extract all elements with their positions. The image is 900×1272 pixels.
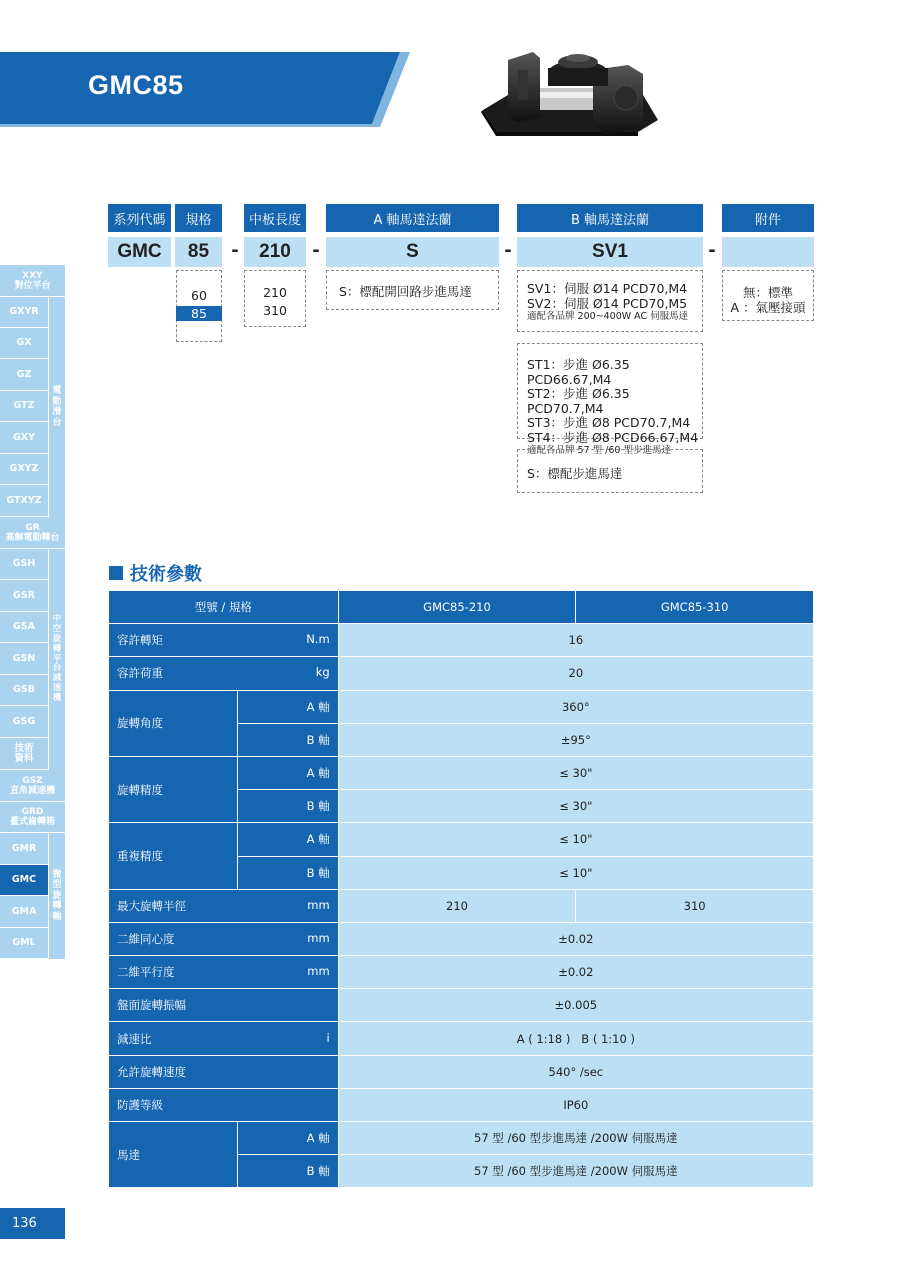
code-dash: - bbox=[312, 240, 320, 261]
row-label-text: 二維同心度 bbox=[117, 931, 175, 946]
table-header-cell: GMC85-210 bbox=[338, 591, 576, 624]
sidebar-item-gsb[interactable]: GSB bbox=[0, 675, 48, 706]
table-row bbox=[109, 624, 814, 657]
row-value: ≤ 30" bbox=[338, 790, 813, 823]
row-unit: mm bbox=[307, 930, 330, 945]
row-sublabel: A 軸 bbox=[237, 690, 338, 723]
code-value-b-flange: SV1 bbox=[517, 237, 703, 267]
b-step-option: ST3：步進 Ø8 PCD70.7,M4 bbox=[527, 415, 691, 430]
a-flange-options bbox=[326, 270, 499, 310]
code-value-length: 210 bbox=[244, 237, 306, 267]
sidebar-item-gsn[interactable]: GSN bbox=[0, 643, 48, 675]
code-value-accessory bbox=[722, 237, 814, 267]
row-label bbox=[109, 657, 339, 690]
sidebar-item-gtxyz[interactable]: GTXYZ bbox=[0, 485, 48, 517]
sidebar-item-gsh[interactable]: GSH bbox=[0, 549, 48, 580]
accessory-option: 無：標準 bbox=[742, 285, 793, 300]
length-options bbox=[244, 270, 306, 327]
row-sublabel: B 軸 bbox=[237, 790, 338, 823]
row-label bbox=[109, 1022, 339, 1055]
section-title bbox=[109, 560, 202, 586]
row-value: ≤ 10" bbox=[338, 856, 813, 889]
row-value: 57 型 /60 型步進馬達 /200W 伺服馬達 bbox=[338, 1122, 813, 1155]
row-unit: kg bbox=[315, 665, 330, 680]
sidebar-item-gsg[interactable]: GSG bbox=[0, 706, 48, 738]
product-image bbox=[478, 40, 668, 150]
sidebar-item-gtz[interactable]: GTZ bbox=[0, 391, 48, 422]
row-value: ≤ 10" bbox=[338, 823, 813, 856]
code-header-length: 中板長度 bbox=[244, 204, 306, 232]
code-dash: - bbox=[231, 240, 239, 261]
b-flange-step-options bbox=[517, 343, 703, 456]
row-value: 20 bbox=[338, 657, 813, 690]
row-sublabel: B 軸 bbox=[237, 1155, 338, 1188]
row-sublabel: A 軸 bbox=[237, 823, 338, 856]
code-dash: - bbox=[504, 240, 512, 261]
square-bullet-icon bbox=[109, 566, 123, 580]
code-value-series: GMC bbox=[108, 237, 171, 267]
b-step-option: ST2：步進 Ø6.35 PCD70.7,M4 bbox=[527, 386, 630, 416]
table-row bbox=[109, 823, 814, 856]
row-label: 旋轉角度 bbox=[109, 690, 238, 756]
table-row bbox=[109, 690, 814, 723]
table-header-cell: 型號 / 規格 bbox=[109, 591, 339, 624]
row-value: A ( 1:18 ) B ( 1:10 ) bbox=[338, 1022, 813, 1055]
table-row bbox=[109, 657, 814, 690]
sidebar-item-gsr[interactable]: GSR bbox=[0, 580, 48, 612]
b-step-option: ST4：步進 Ø8 PCD66.67,M4 bbox=[527, 429, 699, 445]
row-label bbox=[109, 624, 339, 657]
table-row bbox=[109, 1055, 814, 1088]
b-servo-option: SV1：伺服 Ø14 PCD70,M4 bbox=[527, 281, 688, 296]
code-header-series: 系列代碼 bbox=[108, 204, 171, 232]
row-value: 57 型 /60 型步進馬達 /200W 伺服馬達 bbox=[338, 1155, 813, 1188]
code-header-a-flange: A 軸馬達法蘭 bbox=[326, 204, 499, 232]
sidebar-item-xxy[interactable]: XXY 對位平台 bbox=[0, 265, 65, 297]
table-row bbox=[109, 956, 814, 989]
table-row bbox=[109, 989, 814, 1022]
row-label: 旋轉精度 bbox=[109, 756, 238, 822]
page-number: 136 bbox=[0, 1208, 65, 1239]
row-value: IP60 bbox=[338, 1088, 813, 1121]
sidebar-item-gxy[interactable]: GXY bbox=[0, 422, 48, 454]
b-step-option: ST1：步進 Ø6.35 PCD66.67,M4 bbox=[527, 357, 630, 387]
table-row bbox=[109, 1088, 814, 1121]
sidebar-item-gsz[interactable]: GSZ 直角減速機 bbox=[0, 770, 65, 802]
code-value-spec: 85 bbox=[175, 237, 222, 267]
spec-table bbox=[108, 590, 814, 1188]
spec-option: 60 bbox=[191, 288, 207, 303]
row-label bbox=[109, 956, 339, 989]
length-option: 310 bbox=[263, 303, 287, 318]
sidebar-item-gxyr[interactable]: GXYR bbox=[0, 297, 48, 328]
b-step-note: 適配各品牌 57 型 /60 型步進馬達 bbox=[527, 445, 671, 456]
row-label-text: 二維平行度 bbox=[117, 965, 175, 980]
sidebar-item-gmr[interactable]: GMR bbox=[0, 833, 48, 865]
row-label bbox=[109, 922, 339, 955]
code-header-b-flange: B 軸馬達法蘭 bbox=[517, 204, 703, 232]
row-value: ±0.02 bbox=[338, 922, 813, 955]
a-flange-option: S：標配開回路步進馬達 bbox=[339, 284, 472, 299]
table-row bbox=[109, 889, 814, 922]
b-flange-servo-options bbox=[517, 270, 703, 332]
row-sublabel: A 軸 bbox=[237, 756, 338, 789]
spec-options bbox=[176, 270, 222, 342]
table-row bbox=[109, 1022, 814, 1055]
row-label: 允許旋轉速度 bbox=[109, 1055, 339, 1088]
row-value: ±0.02 bbox=[338, 956, 813, 989]
sidebar-category-hollow-rotary: 中 空 旋 轉 平 台 減 速 機 bbox=[49, 549, 65, 770]
sidebar-item-gma[interactable]: GMA bbox=[0, 896, 48, 928]
row-value: 360° bbox=[338, 690, 813, 723]
sidebar-category-electric-slide: 電 動 滑 台 bbox=[49, 297, 65, 517]
row-label-text: 最大旋轉半徑 bbox=[117, 898, 186, 913]
table-row bbox=[109, 1122, 814, 1155]
row-value: 16 bbox=[338, 624, 813, 657]
row-sublabel: A 軸 bbox=[237, 1122, 338, 1155]
row-sublabel: B 軸 bbox=[237, 723, 338, 756]
row-label bbox=[109, 889, 339, 922]
row-unit: mm bbox=[307, 964, 330, 979]
row-unit: i bbox=[326, 1030, 330, 1045]
sidebar-item-gx[interactable]: GX bbox=[0, 328, 48, 359]
table-row bbox=[109, 756, 814, 789]
code-dash: - bbox=[708, 240, 716, 261]
row-label-text: 容許轉矩 bbox=[117, 633, 163, 648]
row-value: 310 bbox=[576, 889, 814, 922]
sidebar-item-tech-data[interactable]: 技術 資料 bbox=[0, 738, 48, 770]
code-header-spec: 規格 bbox=[175, 204, 222, 232]
spec-option-selected: 85 bbox=[176, 306, 222, 321]
row-value: ≤ 30" bbox=[338, 756, 813, 789]
code-header-accessory: 附件 bbox=[722, 204, 814, 232]
table-header-cell: GMC85-310 bbox=[576, 591, 814, 624]
row-unit: mm bbox=[307, 897, 330, 912]
sidebar-item-gz[interactable]: GZ bbox=[0, 359, 48, 391]
sidebar-item-grd[interactable]: GRD 臺式齒轉箱 bbox=[0, 802, 65, 833]
b-flange-std-option bbox=[517, 449, 703, 493]
sidebar-item-gsa[interactable]: GSA bbox=[0, 612, 48, 643]
b-servo-note: 適配各品牌 200~400W AC 伺服馬達 bbox=[527, 311, 689, 322]
sidebar-item-gml[interactable]: GML bbox=[0, 928, 48, 959]
row-label: 馬達 bbox=[109, 1122, 238, 1188]
row-sublabel: B 軸 bbox=[237, 856, 338, 889]
sidebar-item-gmc[interactable]: GMC bbox=[0, 865, 48, 896]
row-label-text: 容許荷重 bbox=[117, 666, 163, 681]
section-title-text: 技術參數 bbox=[130, 564, 202, 585]
sidebar-item-gr[interactable]: GR 高解電動轉台 bbox=[0, 517, 65, 549]
accessory-options bbox=[722, 270, 814, 321]
row-value: ±0.005 bbox=[338, 989, 813, 1022]
code-value-a-flange: S bbox=[326, 237, 499, 267]
row-label: 盤面旋轉振幅 bbox=[109, 989, 339, 1022]
page-title: GMC85 bbox=[88, 70, 184, 100]
row-unit: N.m bbox=[306, 632, 330, 647]
length-option: 210 bbox=[263, 285, 287, 300]
sidebar-item-gxyz[interactable]: GXYZ bbox=[0, 454, 48, 485]
row-label: 防護等級 bbox=[109, 1088, 339, 1121]
header-banner bbox=[0, 52, 400, 124]
row-value: 210 bbox=[338, 889, 576, 922]
sidebar-category-micro-rotary: 微 型 旋 轉 軸 bbox=[49, 833, 65, 959]
row-value: ±95° bbox=[338, 723, 813, 756]
b-std-option: S：標配步進馬達 bbox=[527, 466, 623, 481]
row-value: 540° /sec bbox=[338, 1055, 813, 1088]
b-servo-option: SV2：伺服 Ø14 PCD70,M5 bbox=[527, 296, 688, 311]
accessory-option: A ：氣壓接頭 bbox=[730, 300, 806, 315]
row-label-text: 減速比 bbox=[117, 1031, 152, 1046]
table-header-row bbox=[109, 591, 814, 624]
table-row bbox=[109, 922, 814, 955]
row-label: 重複精度 bbox=[109, 823, 238, 889]
